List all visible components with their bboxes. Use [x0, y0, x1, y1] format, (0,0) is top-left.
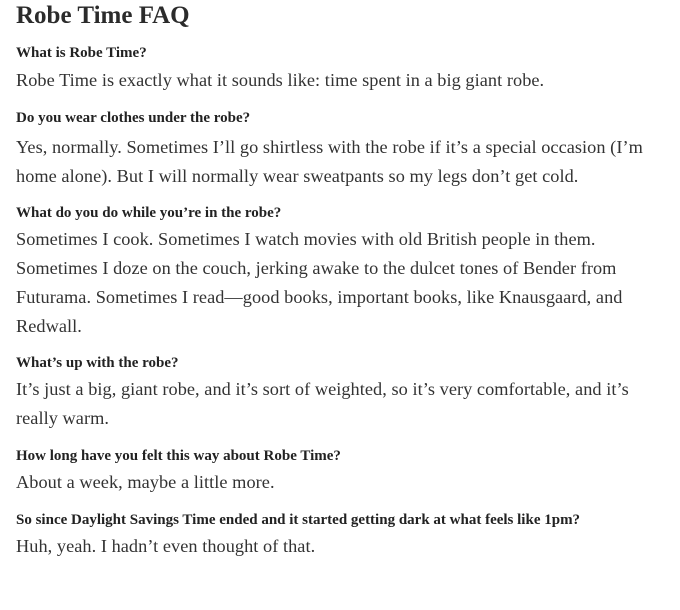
faq-answer: Robe Time is exactly what it sounds like: time spent in a big giant robe.: [16, 70, 545, 90]
faq-item: [16, 108, 672, 191]
faq-item: [16, 353, 672, 433]
page-title: Robe Time FAQ: [16, 2, 190, 29]
faq-answer: Huh, yeah. I hadn’t even thought of that.: [16, 536, 316, 556]
faq-question: What is Robe Time?: [16, 45, 147, 61]
faq-answer: Yes, normally. Sometimes I’ll go shirtless with the robe if it’s a special occasion (I’m home alone). But I will normally wear sweatpants so my legs don’t get cold.: [16, 137, 643, 186]
faq-question: So since Daylight Savings Time ended and it started getting dark at what feels like 1pm?: [16, 512, 581, 528]
faq-answer: Sometimes I cook. Sometimes I watch movies with old British people in them. Sometimes I doze on the couch, jerking awake to the dulcet tones of Bender from Futurama. Sometimes I read—good books, important books, like Knausgaard, and Redwall.: [16, 229, 623, 336]
faq-question: Do you wear clothes under the robe?: [16, 110, 251, 126]
faq-answer: It’s just a big, giant robe, and it’s sort of weighted, so it’s very comfortable, and it’s really warm.: [16, 379, 629, 428]
faq-item: [16, 43, 672, 95]
faq-page: [16, 0, 672, 561]
faq-answer: About a week, maybe a little more.: [16, 472, 275, 492]
faq-item: [16, 203, 672, 341]
faq-item: [16, 510, 672, 561]
faq-question: How long have you felt this way about Robe Time?: [16, 448, 341, 464]
faq-question: What do you do while you’re in the robe?: [16, 205, 282, 221]
faq-item: [16, 446, 672, 497]
faq-question: What’s up with the robe?: [16, 355, 179, 371]
